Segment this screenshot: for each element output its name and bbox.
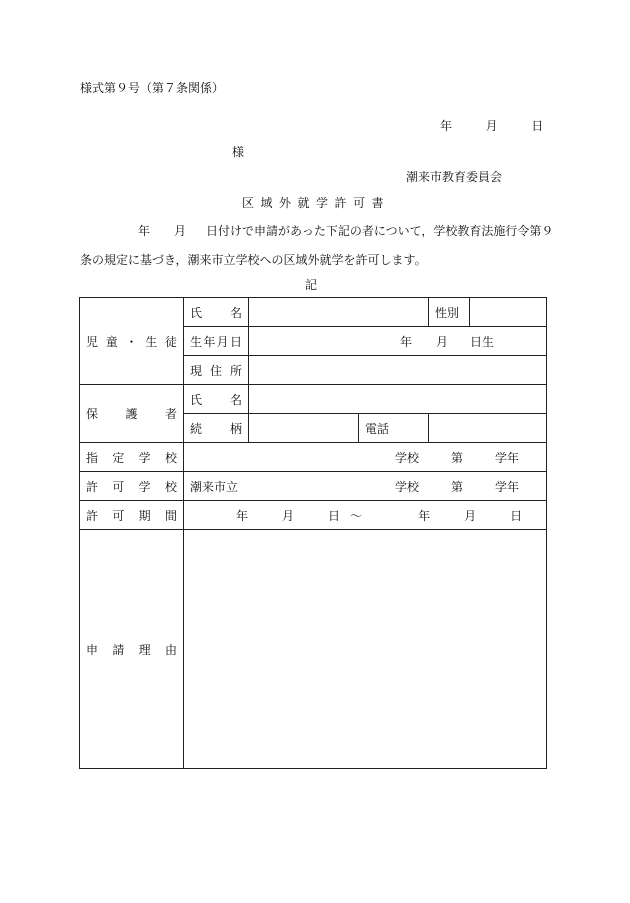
designated-dai: 第 — [451, 450, 464, 465]
permitted-row — [80, 472, 547, 501]
label-char: 柄 — [229, 421, 242, 436]
label-char: 学 — [138, 479, 151, 494]
label-char: 指 — [86, 450, 99, 465]
label-char: 者 — [164, 407, 177, 421]
sex-label-cell: 性別 — [429, 298, 470, 327]
permitted-city: 潮来市立 — [190, 479, 239, 494]
address-label — [190, 362, 242, 379]
period-from-day: 日 — [328, 508, 341, 523]
designated-school-field[interactable] — [184, 443, 547, 472]
address-field[interactable] — [249, 356, 547, 385]
label-char: 可 — [112, 479, 125, 494]
issuer: 潮来市教育委員会 — [406, 170, 503, 184]
label-char: ・ — [125, 334, 138, 349]
label-char: 現 — [190, 363, 203, 378]
sex-field[interactable] — [470, 298, 547, 327]
student-name-field[interactable] — [249, 298, 429, 327]
body-line-1-text: 日付けで申請があった下記の者について，学校教育法施行令第９ — [206, 224, 554, 238]
phone-field[interactable] — [429, 414, 547, 443]
addressee: 様 — [232, 145, 245, 159]
period-text — [190, 507, 540, 524]
label-char: 許 — [86, 508, 99, 523]
label-char: 可 — [112, 508, 125, 523]
body-line-1 — [80, 224, 553, 238]
label-char: 生 — [190, 334, 203, 349]
birth-month: 月 — [436, 334, 449, 349]
label-char: 定 — [112, 450, 125, 465]
document-title: 区域外就学許可書 — [242, 196, 391, 210]
birth-day: 日生 — [470, 334, 495, 349]
permitted-grade: 学年 — [495, 479, 520, 494]
designated-label-cell — [80, 443, 184, 472]
period-field[interactable] — [184, 501, 547, 530]
label-char: 童 — [105, 334, 118, 349]
label-char: 申 — [86, 642, 99, 657]
relation-field[interactable] — [249, 414, 359, 443]
guardian-name-row — [80, 385, 547, 414]
designated-row — [80, 443, 547, 472]
student-label — [86, 333, 177, 350]
body-year: 年 — [138, 224, 151, 238]
label-char: 日 — [229, 334, 242, 349]
label-char: 名 — [229, 305, 242, 320]
reason-row — [80, 530, 547, 769]
label-char: 氏 — [190, 305, 203, 320]
label-char: 保 — [86, 407, 99, 421]
permitted-dai: 第 — [451, 479, 464, 494]
guardian-label — [86, 405, 177, 422]
student-name-row — [80, 298, 547, 327]
relation-label — [190, 420, 242, 437]
name-label — [190, 304, 242, 321]
label-char: 名 — [229, 392, 242, 407]
birth-year: 年 — [400, 334, 413, 349]
ki-heading: 記 — [305, 278, 318, 292]
birth-label — [190, 333, 242, 350]
relation-label-cell — [184, 414, 249, 443]
label-char: 理 — [138, 642, 151, 657]
label-char: 月 — [216, 334, 229, 349]
student-label-cell — [80, 298, 184, 385]
label-char: 続 — [190, 421, 203, 436]
reason-label-cell — [80, 530, 184, 769]
permitted-school-text — [190, 478, 540, 495]
guardian-name-label — [190, 391, 242, 408]
birth-date-text — [255, 333, 540, 350]
label-char: 所 — [229, 363, 242, 378]
label-char: 氏 — [190, 392, 203, 407]
label-char: 期 — [138, 508, 151, 523]
date-day: 日 — [531, 119, 544, 133]
reason-label — [86, 641, 177, 658]
label-char: 由 — [164, 642, 177, 657]
date-month: 月 — [485, 119, 498, 133]
guardian-name-field[interactable] — [249, 385, 547, 414]
period-to-month: 月 — [464, 508, 477, 523]
label-char: 許 — [86, 479, 99, 494]
label-char: 校 — [164, 479, 177, 494]
period-from-year: 年 — [236, 508, 249, 523]
designated-school-text — [190, 449, 540, 466]
permitted-school-field[interactable] — [184, 472, 547, 501]
guardian-label-cell — [80, 385, 184, 443]
date-year: 年 — [440, 119, 453, 133]
label-char: 児 — [86, 334, 99, 349]
label-char: 間 — [164, 508, 177, 523]
label-char: 生 — [145, 334, 158, 349]
period-label-cell — [80, 501, 184, 530]
permitted-label — [86, 478, 177, 495]
address-label-cell — [184, 356, 249, 385]
period-from-month: 月 — [282, 508, 295, 523]
label-char: 校 — [164, 450, 177, 465]
period-to-day: 日 — [510, 508, 523, 523]
label-char: 護 — [125, 407, 138, 421]
period-tilde: ～ — [350, 508, 363, 523]
label-char: 学 — [138, 450, 151, 465]
birth-label-cell — [184, 327, 249, 356]
body-month: 月 — [174, 224, 187, 238]
label-char: 請 — [112, 642, 125, 657]
designated-label — [86, 449, 177, 466]
designated-school: 学校 — [395, 450, 420, 465]
reason-field[interactable] — [184, 530, 547, 769]
label-char: 住 — [209, 363, 222, 378]
period-label — [86, 507, 177, 524]
period-row — [80, 501, 547, 530]
permitted-label-cell — [80, 472, 184, 501]
permitted-school: 学校 — [395, 479, 420, 494]
period-to-year: 年 — [418, 508, 431, 523]
issue-date — [440, 119, 543, 133]
birth-date-field[interactable] — [249, 327, 547, 356]
name-label-cell — [184, 298, 249, 327]
label-char: 年 — [203, 334, 216, 349]
permit-table — [79, 297, 547, 769]
designated-grade: 学年 — [495, 450, 520, 465]
guardian-name-label-cell — [184, 385, 249, 414]
label-char: 徒 — [164, 334, 177, 349]
body-line-2: 条の規定に基づき，潮来市立学校への区域外就学を許可します。 — [80, 253, 427, 267]
phone-label-cell: 電話 — [359, 414, 429, 443]
form-number: 様式第９号（第７条関係） — [80, 81, 225, 95]
